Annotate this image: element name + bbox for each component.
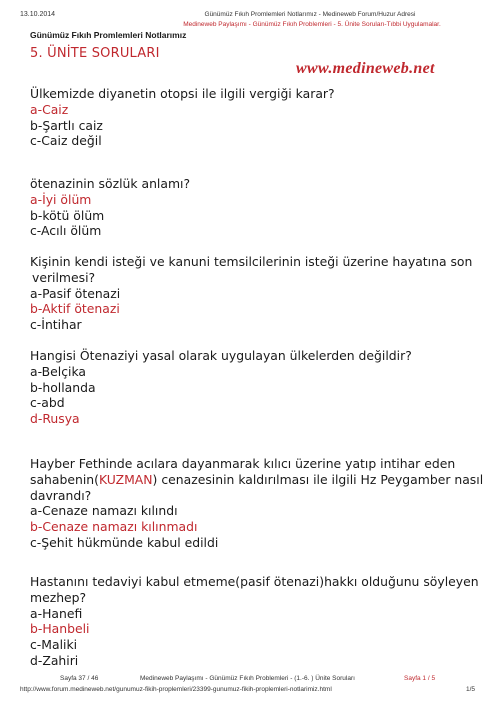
question-3-text-line-1: Kişinin kendi isteği ve kanuni temsilcilerinin isteği üzerine hayatına son [30,254,473,269]
question-5-text-line-2-pre: sahabenin( [30,471,99,487]
question-1 [30,86,470,149]
header-date: 13.10.2014 [20,11,56,18]
question-2-text: ötenazinin sözlük anlamı? [30,176,191,191]
question-1-option-b: b-Şartlı caiz [30,117,103,133]
footer-page-indicator: Sayfa 1 / 5 [404,675,436,682]
question-6-option-c: c-Maliki [30,637,78,653]
watermark: www.medineweb.net [296,60,435,77]
question-5-option-c: c-Şehit hükmünde kabul edildi [30,534,219,550]
question-5-option-a: a-Cenaze namazı kılındı [30,503,178,519]
question-5-text-line-2-post: ) cenazesinin kaldırılması ile ilgili Hz Peygamber nasıl [152,471,484,487]
question-2-option-c: c-Acılı ölüm [30,223,102,239]
question-2-option-a: a-İyi ölüm [30,191,92,207]
question-4-option-b: b-hollanda [30,379,96,395]
question-3-text-line-2: verilmesi? [32,269,96,285]
header-site-title: Günümüz Fıkıh Promlemleri Notlarımız - Medineweb Forum/Huzur Adresi [204,11,416,18]
question-2-option-b: b-kötü ölüm [30,207,105,223]
question-3-option-a: a-Pasif ötenazi [30,285,121,301]
question-6 [30,574,479,669]
footer-url[interactable]: http://www.forum.medineweb.net/gunumuz-fikih-proplemleri/23399-gunumuz-fikih-proplemleri-notlarimiz.html [20,686,332,693]
question-6-text-line-1: Hastanını tedaviyi kabul etmeme(pasif ötenazi)hakkı olduğunu söyleyen [30,574,479,589]
question-6-option-d: d-Zahiri [30,652,79,668]
header-subtitle: Medineweb Paylaşımı - Günümüz Fıkıh Problemleri - 5. Ünite Soruları-Tıbbi Uygulamalar. [183,21,441,28]
section-title: 5. ÜNİTE SORULARI [30,46,160,61]
question-5-text-line-2 [30,471,484,488]
question-3 [30,254,473,333]
document-title: Günümüz Fıkıh Promlemleri Notlarımız [30,30,187,40]
question-5 [30,456,484,551]
question-4-option-a: a-Belçika [30,363,86,379]
question-6-text-line-2: mezhep? [30,589,87,605]
question-5-text-line-1: Hayber Fethinde acılara dayanmarak kılıcı üzerine yatıp intihar eden [30,456,456,471]
footer-doc-title: Medineweb Paylaşımı - Günümüz Fıkıh Problemleri - (1.-6. ) Ünite Soruları [140,675,355,682]
question-5-highlight-name: KUZMAN [98,471,153,487]
question-5-text-line-3: davrandı? [30,487,92,503]
question-4-option-d: d-Rusya [30,411,80,427]
question-1-option-a: a-Caiz [30,101,69,117]
question-3-option-c: c-İntihar [30,317,82,333]
question-4 [30,348,470,427]
question-1-text: Ülkemizde diyanetin otopsi ile ilgili vergiği karar? [30,86,335,101]
footer-page-count: Sayfa 37 / 46 [60,675,99,682]
question-5-option-b: b-Cenaze namazı kılınmadı [30,519,198,535]
question-6-option-b: b-Hanbeli [30,621,90,637]
question-4-text: Hangisi Ötenaziyi yasal olarak uygulayan ülkelerden değildir? [30,348,412,363]
question-1-option-c: c-Caiz değil [30,133,102,149]
question-4-option-c: c-abd [30,395,65,411]
question-6-option-a: a-Hanefi [30,605,83,621]
footer-page-number: 1/5 [466,686,476,693]
question-3-option-b: b-Aktif ötenazi [30,301,120,317]
question-2 [30,176,470,239]
